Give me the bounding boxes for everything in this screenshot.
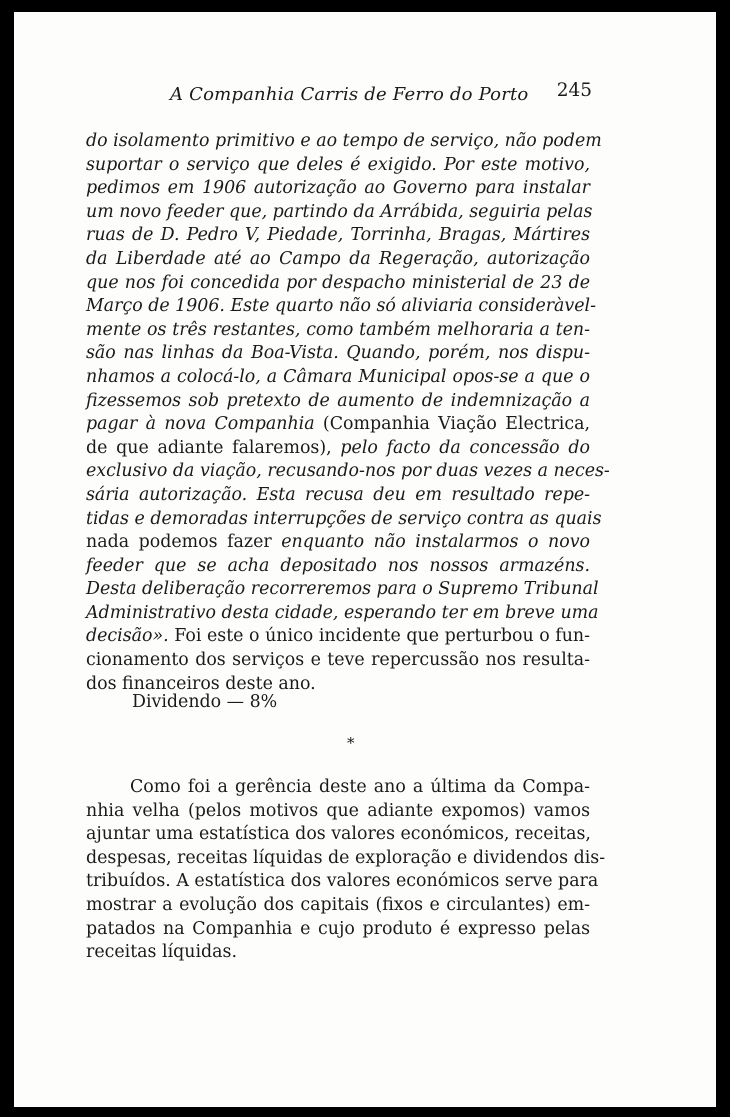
text-line [86,366,590,390]
italic-segment: sária autorização. Esta recusa deu em resultado repe- [86,484,590,505]
italic-segment: feeder que se acha depositado nos nossos armazéns. [86,555,590,576]
text-line [86,649,590,673]
italic-segment: ruas de D. Pedro V, Piedade, Torrinha, Bragas, Mártires [86,225,590,246]
italic-segment: decisão». [86,626,169,647]
italic-segment: enquanto não instalarmos o novo [271,532,591,553]
page-header [86,78,592,112]
text-line [86,437,590,461]
italic-segment: pedimos em 1906 autorização ao Governo para instalar [86,178,590,199]
section-separator: * [347,734,355,752]
text-line [86,413,590,437]
text-line [86,508,602,532]
text-line [86,578,599,602]
text-line [86,625,590,649]
dividend-line: Dividendo — 8% [132,692,278,712]
text-line: nhia velha (pelos motivos que adiante expomos) vamos [86,800,590,821]
paragraph-quotation [86,130,610,696]
book-page [14,12,716,1107]
text-line: despesas, receitas líquidas de exploração e dividendos dis- [86,847,606,868]
italic-segment: da Liberdade até ao Campo da Regeração, autorização [86,248,590,269]
roman-segment: (Companhia Viação Electrica, [314,414,590,435]
italic-segment: pagar à nova Companhia [86,414,315,435]
text-line: receitas líquidas. [86,942,237,963]
text-line [86,224,590,248]
italic-segment: um novo feeder que, partindo da Arrábida, seguiria pelas [86,201,593,222]
text-line [86,531,590,555]
text-line [86,555,590,579]
text-line [86,272,590,296]
roman-segment: cionamento dos serviços e teve repercussão nos resulta- [86,650,590,671]
text-line [86,319,590,343]
text-line [86,295,596,319]
italic-segment: Administrativo desta cidade, esperando ter em breve uma [86,602,599,623]
paragraph-statistics-intro [86,776,606,965]
italic-segment: exclusivo da viação, recusando-nos por duas vezes a neces- [86,461,610,482]
italic-segment: mente os três restantes, como também melhoraria a ten- [86,319,590,340]
text-line [86,177,590,201]
text-line [86,130,602,154]
text-line [86,154,590,178]
text-line [86,342,590,366]
roman-segment: Foi este o único incidente que perturbou o fun- [168,626,590,647]
text-line [86,390,590,414]
italic-segment: Março de 1906. Este quarto não só aliviaria consideràvel- [86,296,596,317]
italic-segment: são nas linhas da Boa-Vista. Quando, porém, nos dispu- [86,343,590,364]
text-line: mostrar a evolução dos capitais (fixos e circulantes) em- [86,894,590,915]
text-line [86,201,593,225]
italic-segment: fizessemos sob pretexto de aumento de indemnização a [86,390,590,411]
roman-segment: de que adiante falaremos), [86,437,332,458]
text-line [86,248,590,272]
running-title: A Companhia Carris de Ferro do Porto [170,84,529,105]
page-number: 245 [556,80,592,101]
italic-segment: que nos foi concedida por despacho ministerial de 23 de [86,272,590,293]
italic-segment: tidas e demoradas interrupções de serviço contra as quais [86,508,602,529]
text-line: tribuídos. A estatística dos valores económicos serve para [86,871,599,892]
roman-segment: dos financeiros deste ano. [86,673,316,694]
italic-segment: suportar o serviço que deles é exigido. Por este motivo, [86,154,590,175]
text-line: patados na Companhia e cujo produto é expresso pelas [86,918,590,939]
italic-segment: do isolamento primitivo e ao tempo de serviço, não podem [86,131,602,151]
text-line [86,602,599,626]
text-line [86,460,610,484]
text-line: Como foi a gerência deste ano a última da Compa- [130,777,590,797]
roman-segment: nada podemos fazer [86,532,272,553]
text-line: ajuntar uma estatística dos valores económicos, receitas, [86,824,591,845]
italic-segment: Desta deliberação recorreremos para o Supremo Tribunal [86,579,599,600]
italic-segment: nhamos a colocá-lo, a Câmara Municipal opos-se a que o [86,366,590,387]
italic-segment: pelo facto da concessão do [331,437,590,458]
text-line [86,484,590,508]
